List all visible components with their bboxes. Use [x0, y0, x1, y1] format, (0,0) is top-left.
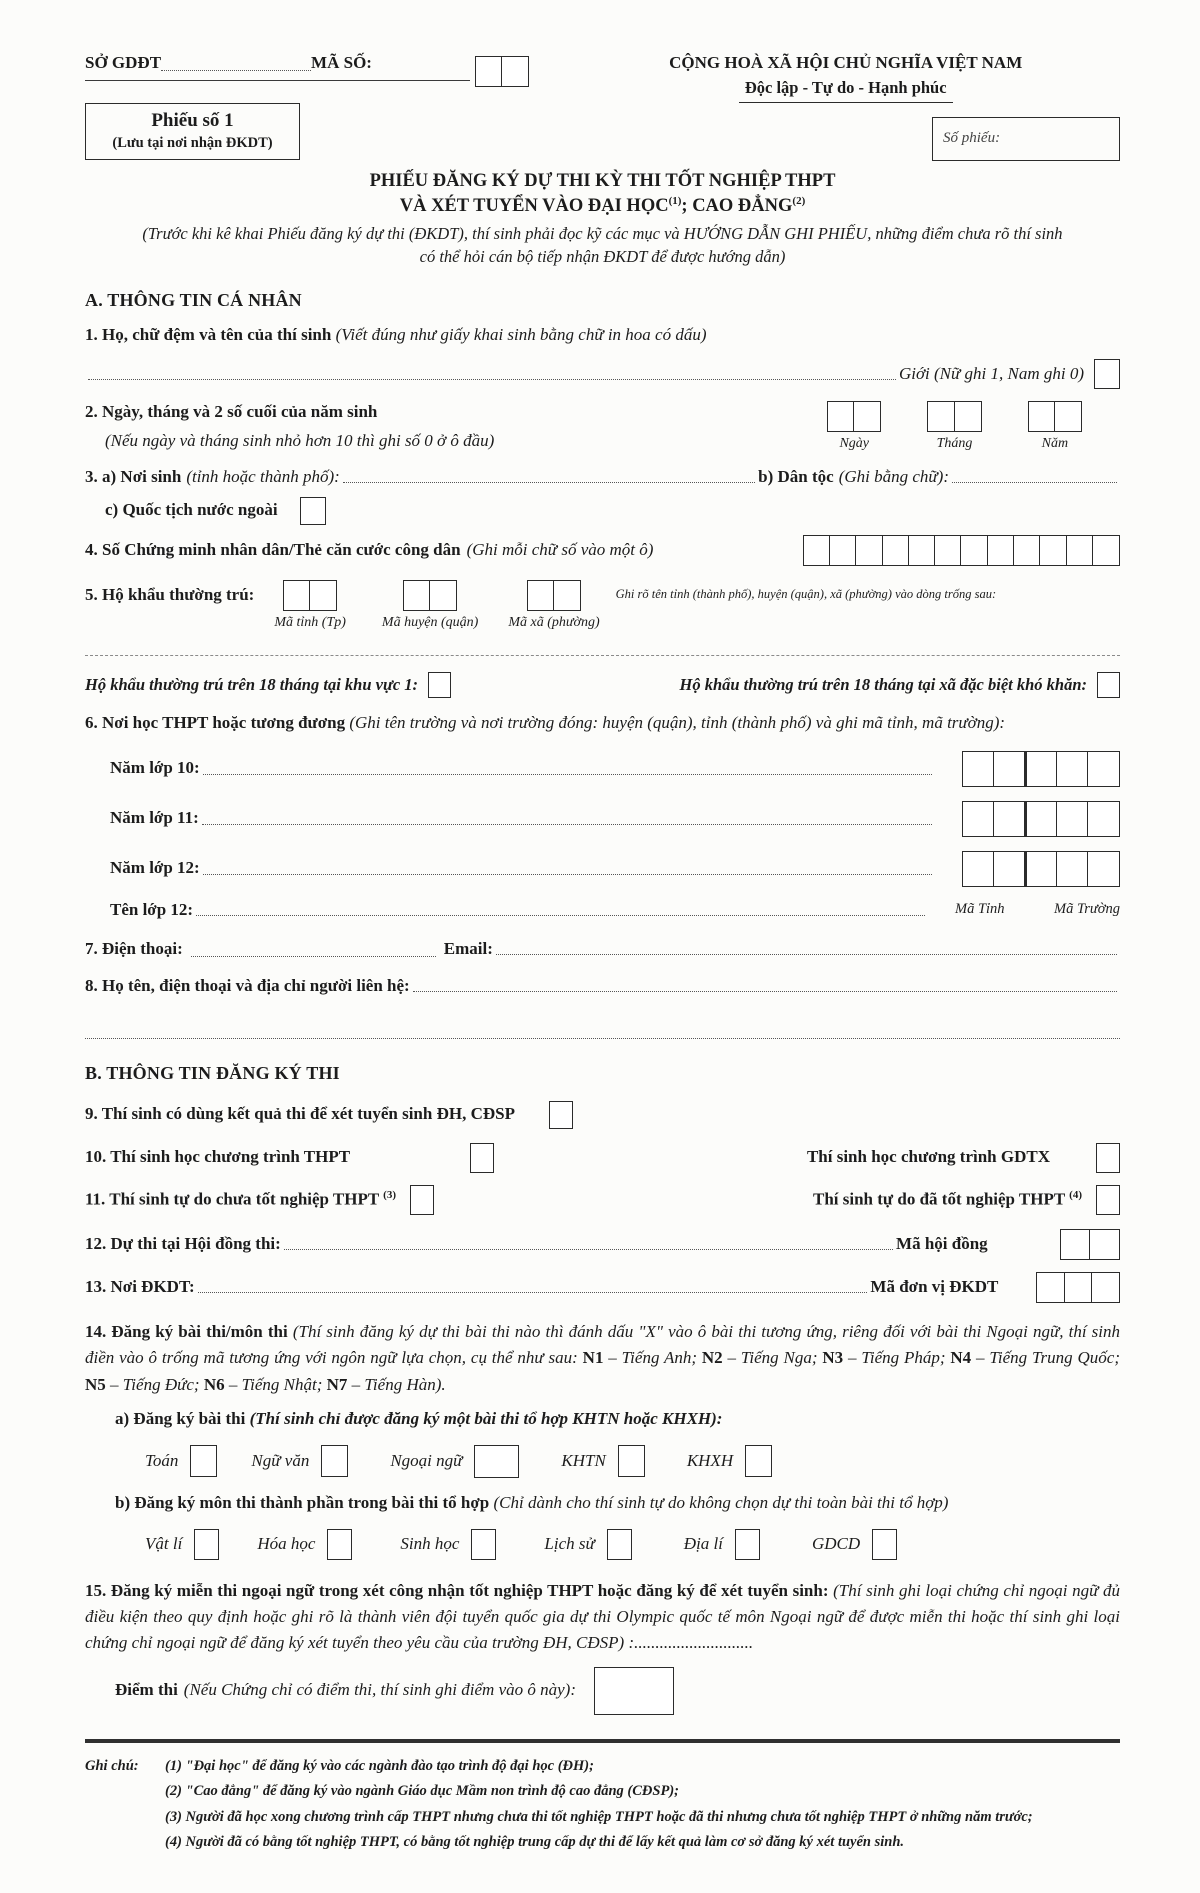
digit-cell[interactable]: [1056, 801, 1089, 837]
dob-groups: [827, 401, 1120, 454]
kv1-checkbox[interactable]: [428, 672, 451, 698]
digit-cell[interactable]: [962, 801, 995, 837]
lang-code: N6: [203, 1374, 225, 1394]
title-line2-part1: VÀ XÉT TUYỂN VÀO ĐẠI HỌC: [399, 196, 669, 217]
dkdt-place-label: 13. Nơi ĐKDT:: [85, 1276, 195, 1296]
gdtx-program-label: Thí sinh học chương trình GDTX: [806, 1147, 1050, 1167]
item3c-label: c) Quốc tịch nước ngoài: [105, 500, 278, 520]
subject-hoahoc-checkbox[interactable]: [327, 1529, 352, 1560]
digit-cell[interactable]: [954, 401, 982, 432]
free-candidate-grad-checkbox[interactable]: [1096, 1185, 1120, 1215]
lang-code: N7: [326, 1374, 348, 1394]
so-phieu-box[interactable]: [932, 117, 1120, 161]
section-b-heading: B. THÔNG TIN ĐĂNG KÝ THI: [85, 1062, 340, 1083]
digit-cell[interactable]: [309, 580, 337, 611]
item4-note: (Ghi mỗi chữ số vào một ô): [466, 539, 654, 559]
lang-name: – Tiếng Nga;: [722, 1348, 823, 1368]
free-candidate-grad-label: [813, 1188, 1082, 1212]
email-label: Email:: [443, 938, 493, 958]
item5-note: Ghi rõ tên tỉnh (thành phố), huyện (quận), xã (phường) vào dòng trống sau:: [615, 586, 997, 601]
dob-month-group: [927, 401, 981, 454]
exam-council-label: 12. Dự thi tại Hội đồng thi:: [85, 1233, 281, 1253]
gdtx-program-checkbox[interactable]: [1096, 1143, 1120, 1173]
footnotes: [85, 1757, 1120, 1853]
so-phieu-label: Số phiếu:: [943, 130, 1001, 147]
ward-code-label: Mã xã (phường): [508, 614, 600, 630]
province-code-cells[interactable]: [283, 580, 337, 611]
item3b-note: (Ghi bằng chữ):: [838, 466, 949, 486]
subject-gdcd-label: GDCD: [812, 1533, 861, 1553]
item11-left-text: 11. Thí sinh tự do chưa tốt nghiệp THPT: [85, 1189, 379, 1209]
free-candidate-not-grad-label: [85, 1188, 396, 1212]
grade10-school-input-line[interactable]: [203, 760, 932, 775]
contact-extra-input-line[interactable]: [85, 1024, 1120, 1039]
digit-cell[interactable]: [501, 56, 529, 87]
subject-nguvan-checkbox[interactable]: [321, 1445, 348, 1477]
digit-cell[interactable]: [1087, 851, 1120, 887]
item11-right-sup: (4): [1069, 1189, 1082, 1202]
phone-input-line[interactable]: [191, 942, 436, 957]
lang-name: – Tiếng Trung Quốc;: [971, 1348, 1120, 1368]
district-code-group: [382, 580, 478, 633]
title-sup-1: (1): [668, 195, 682, 208]
lang-name: – Tiếng Đức;: [105, 1374, 204, 1394]
subject-lichsu-checkbox[interactable]: [607, 1529, 632, 1560]
republic-motto: Độc lập - Tự do - Hạnh phúc: [739, 75, 953, 103]
item14a-line: [85, 1408, 1120, 1431]
digit-cell[interactable]: [1024, 751, 1057, 787]
province-code-group: [274, 580, 346, 633]
birthplace-input-line[interactable]: [343, 468, 755, 483]
ma-truong-label: Mã Trường: [1053, 901, 1120, 918]
digit-cell[interactable]: [527, 580, 555, 611]
item1-label: 1. Họ, chữ đệm và tên của thí sinh: [85, 325, 332, 345]
item14b-note: (Chỉ dành cho thí sinh tự do không chọn dự thi toàn bài thi tổ hợp): [493, 1492, 949, 1512]
digit-cell[interactable]: [475, 56, 503, 87]
item2-label: 2. Ngày, tháng và 2 số cuối của năm sinh: [85, 402, 378, 422]
digit-cell[interactable]: [429, 580, 457, 611]
ma-tinh-label: Mã Tỉnh: [955, 901, 1005, 918]
footnote-4: (4) Người đã có bằng tốt nghiệp THPT, có bằng tốt nghiệp trung cấp dự thi để lấy kết quả làm cơ sở đăng ký xét tuyển sinh.: [165, 1834, 905, 1851]
diem-thi-score-box[interactable]: [594, 1667, 674, 1715]
subject-vatli-checkbox[interactable]: [194, 1529, 219, 1560]
year-label: Năm: [1041, 436, 1069, 452]
email-input-line[interactable]: [496, 940, 1117, 955]
item13: [85, 1272, 1120, 1303]
so-gddt-input-line[interactable]: [161, 56, 311, 71]
item11: [85, 1185, 1120, 1215]
dashed-separator: [85, 655, 1120, 656]
lang-code: N3: [822, 1348, 844, 1368]
ma-so-cells[interactable]: [475, 56, 529, 87]
item14-label: 14. Đăng ký bài thi/môn thi: [85, 1321, 288, 1341]
footnotes-label: Ghi chú:: [85, 1757, 139, 1774]
item3b-label: b) Dân tộc: [758, 466, 834, 486]
item5: [85, 580, 1120, 633]
digit-cell[interactable]: [960, 535, 988, 566]
republic-name: CỘNG HOÀ XÃ HỘI CHỦ NGHĨA VIỆT NAM: [669, 53, 1023, 72]
section-a-heading: A. THÔNG TIN CÁ NHÂN: [85, 289, 302, 310]
form-instructions: (Trước khi kê khai Phiếu đăng ký dự thi (ĐKDT), thí sinh phải đọc kỹ các mục và HƯỚNG DẪN GHI PHIẾU, những điểm chưa rõ thí sinh có thể hỏi cán bộ tiếp nhận ĐKDT để được hướng dẫn): [142, 224, 1063, 266]
subject-ngoaingu-label: Ngoại ngữ: [390, 1450, 463, 1470]
item5-label: 5. Hộ khẩu thường trú:: [85, 584, 255, 604]
ward-code-group: [508, 580, 599, 633]
full-name-input-line[interactable]: [88, 365, 896, 380]
disadvantaged-label: Hộ khẩu thường trú trên 18 tháng tại xã đặc biệt khó khăn:: [679, 674, 1087, 694]
ma-so-label: MÃ SỐ:: [311, 53, 372, 72]
grade10-row: [85, 751, 1120, 787]
item9-checkbox[interactable]: [549, 1101, 573, 1129]
digit-cell[interactable]: [993, 851, 1026, 887]
dkdt-code-label: Mã đơn vị ĐKDT: [870, 1276, 999, 1296]
item3: [85, 466, 1120, 489]
item3a-label: 3. a) Nơi sinh: [85, 466, 182, 486]
digit-cell[interactable]: [1056, 751, 1089, 787]
dob-year-cells[interactable]: [1028, 401, 1082, 432]
subject-toan-checkbox[interactable]: [190, 1445, 217, 1477]
item6-note: (Ghi tên trường và nơi trường đóng: huyện (quận), tỉnh (thành phố) và ghi mã tỉnh, mã trường):: [349, 712, 1006, 732]
item8-extra: [85, 1024, 1120, 1039]
class12-label: Tên lớp 12:: [110, 899, 194, 919]
grade11-row: [85, 801, 1120, 837]
lang-code: N1: [582, 1348, 604, 1368]
footnote-3: (3) Người đã học xong chương trình cấp THPT nhưng chưa thi tốt nghiệp THPT hoặc đã thi nhưng chưa tốt nghiệp THPT ở những năm trước;: [165, 1808, 1033, 1825]
exam-council-code-label: Mã hội đồng: [896, 1233, 988, 1253]
header-right: [571, 52, 1120, 161]
lang-code: N4: [950, 1348, 972, 1368]
sheet-number-subtitle: (Lưu tại nơi nhận ĐKDT): [112, 134, 273, 151]
id-number-cells[interactable]: [803, 535, 1120, 566]
digit-cell[interactable]: [1024, 801, 1057, 837]
subject-khtn-checkbox[interactable]: [618, 1445, 645, 1477]
class12-input-line[interactable]: [196, 901, 925, 916]
digit-cell[interactable]: [908, 535, 936, 566]
digit-cell[interactable]: [1089, 1229, 1120, 1260]
gender-checkbox[interactable]: [1094, 359, 1120, 389]
subject-khtn-label: KHTN: [561, 1450, 606, 1470]
item4: [85, 535, 1120, 566]
digit-cell[interactable]: [1060, 1229, 1091, 1260]
subject-toan-label: Toán: [145, 1450, 179, 1470]
dkdt-code-cells[interactable]: [1036, 1272, 1120, 1303]
digit-cell[interactable]: [403, 580, 431, 611]
digit-cell[interactable]: [1087, 801, 1120, 837]
item14-note: (Thí sinh đăng ký dự thi bài thi nào thì đánh dấu "X" vào ô bài thi tương ứng, riêng đối với bài thi Ngoại ngữ, thí sinh điền vào ô trống mã tương ứng với ngôn ngữ lựa chọn, cụ thể như sau:: [85, 1321, 1121, 1368]
form-header: [85, 52, 1120, 161]
digit-cell[interactable]: [1054, 401, 1082, 432]
lang-name: – Tiếng Anh;: [603, 1348, 702, 1368]
code-column-labels: [955, 900, 1120, 920]
foreign-nationality-checkbox[interactable]: [300, 497, 326, 525]
item2-note: (Nếu ngày và tháng sinh nhỏ hơn 10 thì ghi số 0 ở ô đầu): [105, 431, 495, 450]
digit-cell[interactable]: [1013, 535, 1041, 566]
item9: [85, 1101, 1120, 1129]
grade11-code-cells[interactable]: [962, 801, 1120, 837]
grade10-code-cells[interactable]: [962, 751, 1120, 787]
digit-cell[interactable]: [1024, 851, 1057, 887]
subject-nguvan-label: Ngữ văn: [251, 1450, 310, 1470]
digit-cell[interactable]: [927, 401, 955, 432]
exam-council-input-line[interactable]: [284, 1235, 893, 1250]
footnote-2: (2) "Cao đẳng" để đăng ký vào ngành Giáo dục Mầm non trình độ cao đẳng (CĐSP);: [165, 1783, 679, 1800]
item1-line: [85, 359, 1120, 389]
grade10-label: Năm lớp 10:: [110, 758, 200, 778]
exam-council-code-cells[interactable]: [1060, 1229, 1120, 1260]
header-left: [85, 52, 571, 160]
item6: [85, 712, 1120, 735]
class12-row: [85, 899, 1120, 922]
digit-cell[interactable]: [853, 401, 881, 432]
grade11-school-input-line[interactable]: [202, 810, 932, 825]
item1-note: (Viết đúng như giấy khai sinh bằng chữ in hoa có dấu): [335, 325, 707, 345]
so-gddt-label: SỞ GDĐT: [85, 53, 162, 72]
thpt-program-label: 10. Thí sinh học chương trình THPT: [85, 1147, 351, 1167]
subject-sinhhoc-checkbox[interactable]: [471, 1529, 496, 1560]
subject-gdcd-checkbox[interactable]: [872, 1529, 897, 1560]
item3a-note: (tỉnh hoặc thành phố):: [186, 466, 340, 486]
digit-cell[interactable]: [553, 580, 581, 611]
subject-sinhhoc-label: Sinh học: [400, 1533, 460, 1553]
form-title-block: [85, 169, 1120, 268]
district-code-label: Mã huyện (quận): [381, 614, 479, 630]
item4-label: 4. Số Chứng minh nhân dân/Thẻ căn cước công dân: [85, 539, 461, 559]
province-code-label: Mã tỉnh (Tp): [274, 614, 346, 630]
form-title-line1: PHIẾU ĐĂNG KÝ DỰ THI KỲ THI TỐT NGHIỆP THPT: [369, 171, 836, 192]
contact-label: 8. Họ tên, điện thoại và địa chỉ người liên hệ:: [85, 975, 410, 995]
digit-cell[interactable]: [1066, 535, 1094, 566]
exam-row-b: [85, 1529, 1120, 1560]
thpt-program-checkbox[interactable]: [470, 1143, 494, 1173]
form-title-line2: [85, 194, 1120, 219]
lang-code: N5: [85, 1374, 106, 1394]
digit-cell[interactable]: [962, 751, 995, 787]
digit-cell[interactable]: [827, 401, 855, 432]
dob-year-group: [1028, 401, 1082, 454]
kv1-label: Hộ khẩu thường trú trên 18 tháng tại khu vực 1:: [85, 674, 419, 694]
subject-lichsu-label: Lịch sử: [544, 1533, 595, 1553]
digit-cell[interactable]: [934, 535, 962, 566]
item9-label: 9. Thí sinh có dùng kết quả thi để xét tuyển sinh ĐH, CĐSP: [85, 1104, 515, 1124]
grade12-label: Năm lớp 12:: [110, 858, 200, 878]
item11-right-text: Thí sinh tự do đã tốt nghiệp THPT: [813, 1189, 1065, 1209]
digit-cell[interactable]: [1036, 1272, 1065, 1303]
digit-cell[interactable]: [283, 580, 311, 611]
subject-vatli-label: Vật lí: [145, 1533, 183, 1553]
ward-code-cells[interactable]: [527, 580, 581, 611]
dob-day-group: [827, 401, 881, 454]
disadvantaged-checkbox[interactable]: [1097, 672, 1120, 698]
contact-input-line[interactable]: [413, 977, 1117, 992]
ethnicity-input-line[interactable]: [952, 468, 1117, 483]
item14a-note: (Thí sinh chỉ được đăng ký một bài thi tổ hợp KHTN hoặc KHXH):: [249, 1408, 723, 1428]
item15-note: (Thí sinh ghi loại chứng chỉ ngoại ngữ đủ điều kiện theo quy định hoặc ghi rõ là thành viên đội tuyển quốc gia dự thi Olympic quốc tế môn Ngoại ngữ để được miễn thi hoặc thí sinh ghi loại chứng chỉ ngoại ngữ để đăng ký xét tuyển theo yêu cầu của trường ĐH, CĐSP) :............................: [85, 1580, 1120, 1653]
digit-cell[interactable]: [962, 851, 995, 887]
item14b-label: b) Đăng ký môn thi thành phần trong bài thi tổ hợp: [115, 1492, 490, 1512]
district-code-cells[interactable]: [403, 580, 457, 611]
lang-code: N2: [701, 1348, 723, 1368]
day-label: Ngày: [839, 436, 869, 452]
item7: [85, 938, 1120, 961]
item14a-label: a) Đăng ký bài thi: [115, 1408, 246, 1428]
phone-label: 7. Điện thoại:: [85, 938, 183, 958]
footnote-1: (1) "Đại học" để đăng ký vào các ngành đào tạo trình độ đại học (ĐH);: [165, 1757, 594, 1774]
digit-cell[interactable]: [987, 535, 1015, 566]
dob-month-cells[interactable]: [927, 401, 981, 432]
digit-cell[interactable]: [1039, 535, 1067, 566]
item12: [85, 1229, 1120, 1260]
residence-duration-row: [85, 672, 1120, 698]
month-label: Tháng: [936, 436, 973, 452]
free-candidate-not-grad-checkbox[interactable]: [410, 1185, 434, 1215]
dkdt-place-input-line[interactable]: [198, 1278, 868, 1293]
grade11-label: Năm lớp 11:: [110, 808, 199, 828]
lang-name: – Tiếng Hàn).: [347, 1374, 446, 1394]
item8: [85, 975, 1120, 998]
digit-cell[interactable]: [993, 751, 1026, 787]
digit-cell[interactable]: [1028, 401, 1056, 432]
diem-thi-label: Điểm thi: [115, 1680, 178, 1700]
digit-cell[interactable]: [1056, 851, 1089, 887]
lang-name: – Tiếng Pháp;: [843, 1348, 951, 1368]
item14-paragraph: [85, 1319, 1120, 1398]
lang-name: – Tiếng Nhật;: [224, 1374, 327, 1394]
grade12-code-cells[interactable]: [962, 851, 1120, 887]
item15-label: 15. Đăng ký miễn thi ngoại ngữ trong xét công nhận tốt nghiệp THPT hoặc đăng ký để xét tuyển sinh:: [85, 1580, 829, 1600]
item3c: [85, 497, 1120, 525]
exam-row-a: [85, 1445, 1120, 1478]
sheet-number-box: [85, 103, 300, 160]
grade12-school-input-line[interactable]: [203, 860, 932, 875]
subject-diali-checkbox[interactable]: [735, 1529, 760, 1560]
digit-cell[interactable]: [993, 801, 1026, 837]
subject-khxh-checkbox[interactable]: [745, 1445, 772, 1477]
digit-cell[interactable]: [1091, 1272, 1120, 1303]
digit-cell[interactable]: [1092, 535, 1120, 566]
title-sup-2: (2): [792, 195, 806, 208]
grade12-row: [85, 851, 1120, 887]
subject-ngoaingu-checkbox[interactable]: [474, 1445, 519, 1478]
diem-thi-row: [85, 1667, 1120, 1715]
digit-cell[interactable]: [1064, 1272, 1093, 1303]
item6-label: 6. Nơi học THPT hoặc tương đương: [85, 712, 346, 732]
diem-thi-note: (Nếu Chứng chỉ có điểm thi, thí sinh ghi điểm vào ô này):: [183, 1680, 576, 1700]
digit-cell[interactable]: [803, 535, 831, 566]
item14b-line: [85, 1492, 1120, 1515]
item1: [85, 324, 1120, 347]
digit-cell[interactable]: [1087, 751, 1120, 787]
item15-paragraph: [85, 1578, 1120, 1657]
sheet-number-title: Phiếu số 1: [151, 109, 234, 131]
dob-day-cells[interactable]: [827, 401, 881, 432]
digit-cell[interactable]: [882, 535, 910, 566]
subject-khxh-label: KHXH: [686, 1450, 734, 1470]
title-line2-part2: ; CAO ĐẲNG: [681, 196, 793, 217]
digit-cell[interactable]: [829, 535, 857, 566]
digit-cell[interactable]: [855, 535, 883, 566]
subject-diali-label: Địa lí: [683, 1533, 723, 1553]
subject-hoahoc-label: Hóa học: [257, 1533, 316, 1553]
item11-left-sup: (3): [383, 1189, 396, 1202]
item2: [85, 401, 1120, 454]
item10: [85, 1143, 1120, 1173]
gender-note: Giới (Nữ ghi 1, Nam ghi 0): [898, 363, 1084, 383]
footer-divider: [85, 1739, 1120, 1743]
